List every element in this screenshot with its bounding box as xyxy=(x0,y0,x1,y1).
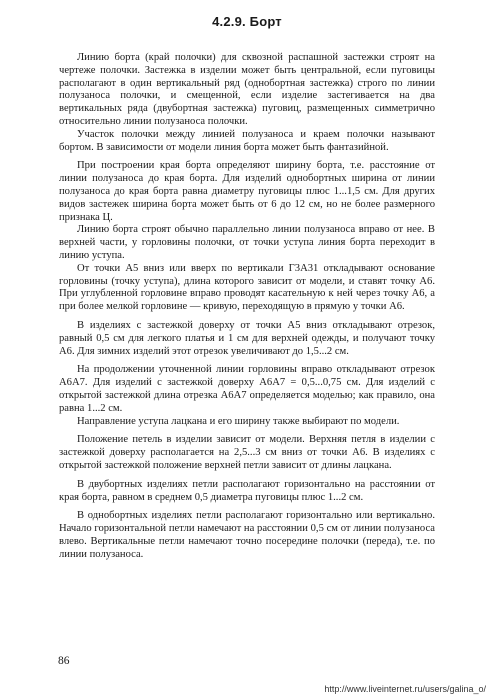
page-number: 86 xyxy=(58,655,70,667)
paragraph: В однобортных изделиях петли располагают горизонтально или вертикально. Начало горизонтальной петли намечают на расстоянии 0,5 см от линии полузаноса влево. Вертикальные петли намечают точно посередине полочки (переда), т.е. по линии полузаноса. xyxy=(59,510,435,560)
paragraph: Участок полочки между линией полузаноса и краем полочки называют бортом. В зависимости от модели линия борта может быть фантазийной. xyxy=(59,128,435,153)
watermark-url: http://www.liveinternet.ru/users/galina_o/ xyxy=(324,684,486,694)
paragraph: В двубортных изделиях петли располагают горизонтально на расстоянии от края борта, равном в среднем 0,5 диаметра пуговицы плюс 1...2 см. xyxy=(59,478,435,503)
paragraph: Направление уступа лацкана и его ширину также выбирают по модели. xyxy=(77,415,400,427)
paragraph: При построении края борта определяют ширину борта, т.е. расстояние от линии полузаноса до края борта. Для изделий однобортных ширина от линии полузаноса до края борта равна диаметру пуговицы плюс 1...1,5 см. Для других видов застежек ширина борта может быть от 6 до 12 см, но не более размерного признака Ц. xyxy=(59,160,435,223)
paragraph: На продолжении уточненной линии горловины вправо откладывают отрезок А6А7. Для изделий с застежкой доверху А6А7 = 0,5...0,75 см. Для изделий с открытой застежкой длина отрезка А6А7 определяется моделью; как правило, она равна 1...2 см. xyxy=(59,364,435,414)
paragraph: В изделиях с застежкой доверху от точки А5 вниз откладывают отрезок, равный 0,5 см для легкого платья и 1 см для верхней одежды, и получают точку А6. Для зимних изделий этот отрезок увеличивают до 1,5...2 см. xyxy=(59,319,435,357)
paragraph: Положение петель в изделии зависит от модели. Верхняя петля в изделии с застежкой доверху располагается на 2,5...3 см вниз от точки А6. В изделиях с открытой застежкой положение верхней петли зависит от длины лацкана. xyxy=(59,434,435,471)
paragraph: От точки А5 вниз или вверх по вертикали Г3А31 откладывают основание горловины (точку уступа), длина которого зависит от модели, и ставят точку А6. При углубленной горловине вправо проводят касательную к ней через точку А6, а при более мелкой горловине — кривую, переходящую в прямую у точки А6. xyxy=(59,262,435,313)
paragraph: Линию борта строят обычно параллельно линии полузаноса вправо от нее. В верхней части, у горловины полочки, от точки уступа линия борта переходит в линию уступа. xyxy=(59,224,435,261)
section-title: 4.2.9. Борт xyxy=(212,14,282,29)
body-text xyxy=(59,52,435,561)
paragraph: Линию борта (край полочки) для сквозной распашной застежки строят на чертеже полочки. Застежка в изделии может быть центральной, если пуговицы располагают в один вертикальный ряд (однобортная застежка) строго по линии полузаноса полочки, и смещенной, если изделие застегивается на два вертикальных ряда (двубортная застежка) пуговиц, размещенных симметрично относительно линии полузаноса полочки. xyxy=(59,52,435,127)
